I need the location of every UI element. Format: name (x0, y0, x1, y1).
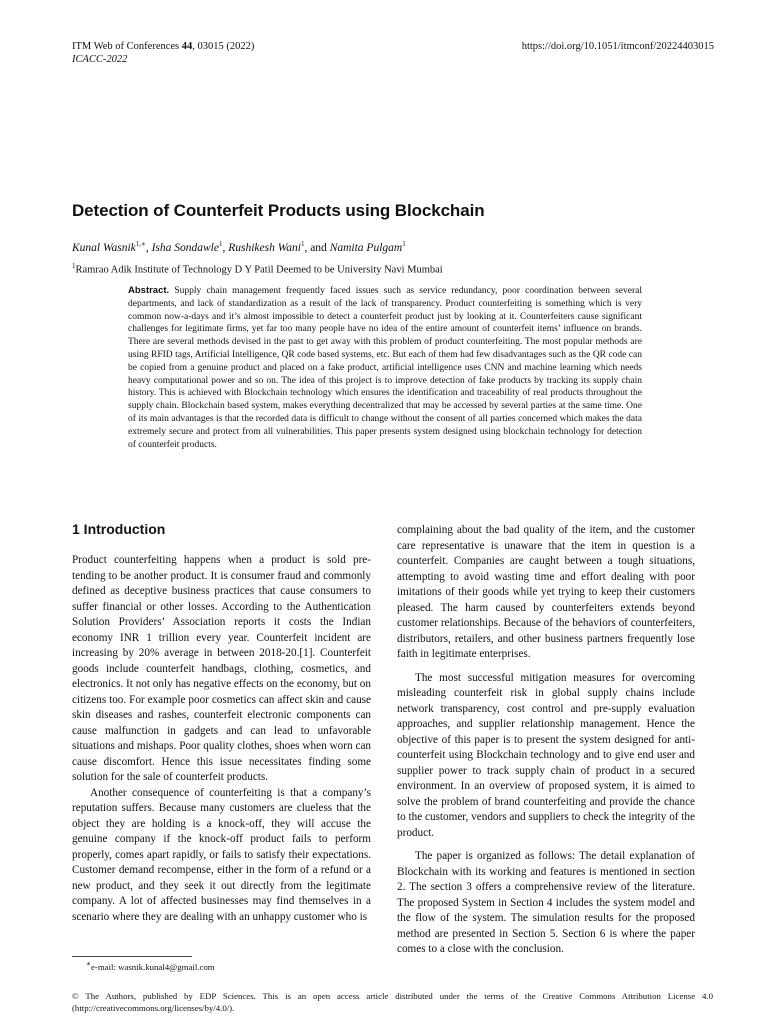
license-footer: © The Authors, published by EDP Sciences. This is an open access article distributed under the terms of the Creative Commons Attribution License 4.0 (http://creativecommons.org/licenses/by/4.0/). (72, 991, 713, 1013)
affiliation (72, 262, 443, 276)
paragraph: The paper is organized as follows: The detail explanation of Blockchain with its working and features is mentioned in section 2. The section 3 offers a comprehensive review of the literature. The proposed System in Section 4 includes the system model and the flow of the system. The simulation results for the proposed method are presented in Section 5. Section 6 is where the paper comes to a close with the conclusion. (397, 850, 695, 955)
running-header-left (72, 40, 254, 66)
author-superscript: 1 (300, 240, 305, 248)
author-name: Isha Sondawle (151, 241, 219, 254)
author-name: Kunal Wasnik (72, 241, 136, 254)
paragraph: complaining about the bad quality of the item, and the customer care representative is unaware that the item in question is a counterfeit. Companies are caught between a tough situations, attempting to avoid wasting time and effort dealing with poor imitations of their goods while yet trying to keep their customers pleased. The harm caused by counterfeiters extends beyond customer relationships. Because of the behaviors of counterfeiters, distributors, retailers, and other business partners frequently lose faith in legitimate enterprises. (397, 524, 695, 660)
journal-name: ITM Web of Conferences (72, 41, 180, 52)
author-name: Rushikesh Wani (228, 241, 301, 254)
author-separator: , and (304, 241, 330, 254)
author-superscript: 1 (218, 240, 223, 248)
abstract-text: Supply chain management frequently faced issues such as service redundancy, poor coordination between several departments, and lack of standardization as a result of the lack of transparency. Product counterfeiting is something which is very common now-a-days and it’s almost impossible to detect a counterfeit product just by looking at it. Counterfeiters cause significant challenges for legitimate firms, yet far too many people have no idea of the entire amount of counterfeit items’ influence on brands. There are several methods devised in the past to get away with this problem of product counterfeiting. The most popular methods are using RFID tags, Artificial Intelligence, QR code based systems, etc. But each of them had few disadvantages such as the QR code can be copied from a genuine product and placed on a fake product, artificial intelligence uses CNN and machine learning which needs heavy computational power and so on. The idea of this project is to improve detection of fake products by tracking its supply chain history. This is achieved with Blockchain technology which ensures the identification and traceability of real products throughout the supply chain. Blockchain based system, makes everything decentralized that may be accessed by several parties at the same time. One of its main advantages is that the recorded data is difficult to change without the consent of all parties concerned which makes the data extremely secure and protect from all vulnerabilities. This paper presents system designed using blockchain technology for detection of counterfeit products. (128, 286, 643, 450)
journal-citation (72, 40, 254, 53)
author-separator: , (222, 241, 229, 254)
footnote-rule (72, 956, 192, 957)
affiliation-text: Ramrao Adik Institute of Technology D Y Patil Deemed to be University Navi Mumbai (75, 264, 443, 276)
journal-volume: 44 (181, 41, 193, 52)
author-separator: , (145, 241, 152, 254)
footnote-email[interactable]: e-mail: wasnik.kunal4@gmail.com (90, 961, 215, 972)
conference-venue: ICACC-2022 (72, 54, 128, 65)
footnote-mark: ∗ (86, 959, 91, 968)
affiliation-superscript: 1 (72, 262, 76, 270)
article-number: , 03015 (2022) (192, 41, 255, 52)
author-name: Namita Pulgam (329, 241, 403, 254)
abstract (128, 285, 642, 451)
section-heading-introduction: 1 Introduction (72, 521, 166, 537)
author-list (72, 240, 406, 254)
paragraph: Product counterfeiting happens when a product is sold pre- tending to be another product. It is consumer fraud and commonly defined as deceptive business practices that cause consumers to suffer financial or other losses. According to the Authentication Solution Providers’ Association reports it costs the Indian economy INR 1 trillion every year. Counterfeit incident are increasing by 20% average in between 2018-20.[1]. Counterfeit goods include counterfeit handbags, clothing, cosmetics, and electronics. It not only has negative effects on the economy, but on citizens too. For example poor cosmetics can affect skin and cause skin diseases and rashes, counterfeit electronic components can cause malfunction in gadgets and can lead to unfavorable situations and mishaps. Poor quality clothes, shoes when worn can cause discomfort. Hence this issue necessitates finding some solution for the sale of counterfeit products. (72, 554, 371, 783)
author-superscript: 1 (402, 240, 406, 248)
right-column (397, 523, 695, 958)
paper-title: Detection of Counterfeit Products using Blockchain (72, 201, 485, 220)
author-superscript: 1,∗ (135, 240, 146, 248)
footnote (86, 959, 215, 972)
left-column (72, 553, 371, 925)
paragraph: The most successful mitigation measures for overcoming misleading counterfeit risk in global supply chains include network transparency, cost control and pre-supply evaluation approaches, and supplier relationship management. Hence the objective of this paper is to present the system designed for anti-counterfeit using Blockchain technology and to give end user and supplier power to track supply chain of product in a secured environment. In an overview of proposed system, it is aimed to solve the problem of brand counterfeiting and provide the chance to the customer, vendors and suppliers to check the integrity of the product. (397, 671, 695, 839)
doi-link[interactable]: https://doi.org/10.1051/itmconf/20224403015 (521, 41, 714, 52)
abstract-label: Abstract. (128, 285, 170, 296)
paragraph: Another consequence of counterfeiting is that a company’s reputation suffers. Because many customers are clueless that the object they are holding is a knock-off, they will accuse the genuine company if the knock-off product fails to perform properly, comes apart rapidly, or fails to satisfy their expectations. Customer demand recompense, either in the form of a refund or a new product, and they seek it out directly from the legitimate company. A lot of affected businesses may find themselves in a scenario where they are dealing with an unhappy customer who is (72, 786, 371, 923)
